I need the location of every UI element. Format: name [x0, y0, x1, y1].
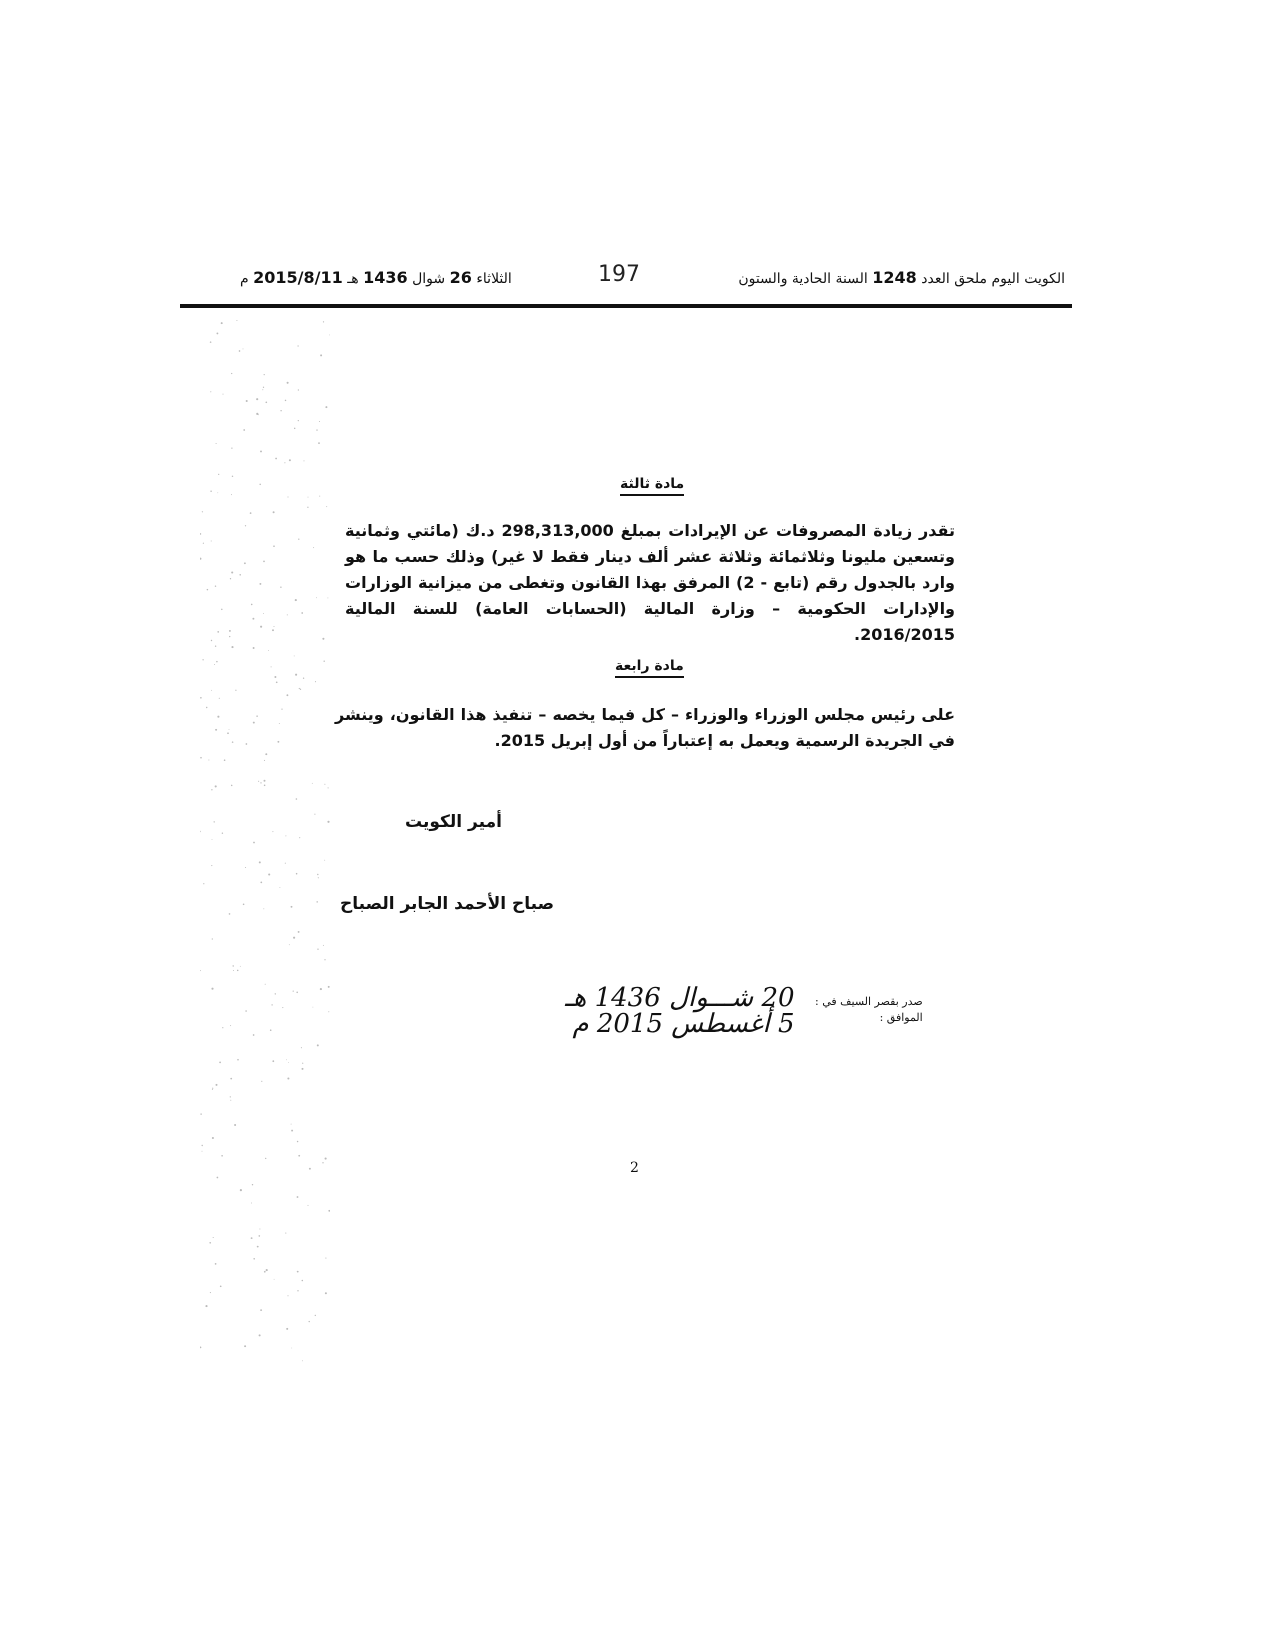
scan-noise-dot	[270, 1029, 272, 1031]
scan-noise-dot	[221, 1155, 223, 1157]
scan-noise-dot	[203, 883, 204, 884]
scan-noise-dot	[229, 729, 230, 730]
scan-noise-dot	[217, 1177, 219, 1179]
scan-noise-dot	[214, 821, 215, 822]
scan-noise-dot	[211, 789, 212, 790]
scan-noise-dot	[291, 1130, 293, 1132]
scan-noise-dot	[291, 1124, 292, 1125]
scan-noise-dot	[251, 1237, 253, 1239]
scan-noise-dot	[231, 646, 233, 648]
scan-noise-dot	[293, 937, 295, 939]
scan-noise-dot	[328, 1210, 330, 1212]
scan-noise-dot	[211, 690, 212, 691]
scan-noise-dot	[229, 630, 231, 632]
scan-noise-dot	[319, 496, 320, 497]
scan-noise-dot	[324, 784, 325, 785]
scan-noise-dot	[268, 873, 270, 875]
scan-noise-dot	[259, 583, 261, 585]
scan-noise-dot	[318, 442, 320, 444]
scan-noise-dot	[279, 887, 280, 888]
scan-noise-dot	[289, 459, 291, 461]
scan-noise-dot	[294, 655, 295, 656]
scan-noise-dot	[200, 533, 201, 535]
article-4-text: على رئيس مجلس الوزراء والوزراء – كل فيما يخصه – تنفيذ هذا القانون، وينشر في الجريدة الرسمية ويعمل به إعتباراً من أول إبريل 2015.	[335, 705, 955, 750]
scan-noise-dot	[302, 1280, 304, 1282]
scan-noise-dot	[323, 945, 324, 946]
scan-noise-dot	[213, 1237, 214, 1238]
scan-noise-dot	[258, 781, 259, 782]
scan-noise-dot	[276, 681, 278, 683]
scan-noise-dot	[205, 1305, 207, 1307]
scan-noise-dot	[237, 1059, 239, 1061]
scan-noise-dot	[289, 944, 290, 945]
scan-noise-dot	[221, 322, 223, 324]
scan-noise-dot	[263, 387, 264, 388]
scan-noise-dot	[253, 1034, 255, 1036]
scan-noise-dot	[324, 959, 325, 960]
scan-noise-dot	[285, 1233, 286, 1234]
scan-noise-dot	[215, 1263, 217, 1265]
scan-noise-dot	[233, 965, 234, 966]
scan-noise-dot	[297, 345, 298, 346]
scan-noise-dot	[312, 1007, 313, 1008]
scan-noise-dot	[227, 732, 229, 734]
scan-noise-dot	[309, 1321, 310, 1322]
scan-noise-dot	[325, 1292, 327, 1294]
header-hijri-month: شوال	[412, 271, 446, 287]
header-day: الثلاثاء	[476, 271, 512, 287]
scan-noise-dot	[217, 492, 218, 493]
scan-noise-dot	[260, 882, 262, 884]
issuance-labels	[815, 994, 923, 1026]
header-publication-suffix: السنة الحادية والستون	[738, 271, 868, 287]
scan-noise-dot	[302, 1063, 303, 1064]
scan-noise-dot	[322, 638, 324, 640]
scan-noise-dot	[212, 1089, 213, 1090]
scan-noise-dot	[207, 589, 209, 591]
scan-noise-dot	[229, 913, 231, 915]
scan-noise-dot	[296, 798, 298, 800]
scan-noise-dot	[298, 1155, 300, 1157]
scan-noise-dot	[212, 1137, 214, 1139]
scan-noise-dot	[232, 476, 233, 477]
signature-title: أمير الكويت	[405, 812, 502, 832]
scan-noise-dot	[208, 760, 209, 761]
scan-noise-dot	[211, 865, 212, 866]
scan-noise-dot	[240, 1189, 242, 1191]
scan-noise-dot	[301, 1047, 302, 1048]
scan-noise-dot	[318, 877, 319, 878]
issuance-label-issued: صدر بقصر السيف في :	[815, 995, 923, 1008]
scan-noise-dot	[243, 904, 245, 906]
scan-noise-dot	[253, 842, 255, 844]
scan-noise-dot	[327, 821, 329, 823]
scan-noise-dot	[299, 688, 300, 689]
scan-noise-dot	[256, 715, 258, 717]
scan-noise-dot	[297, 1271, 299, 1273]
scan-noise-dot	[264, 1271, 266, 1273]
scan-noise-dot	[271, 666, 272, 667]
header-hijri-year: 1436	[363, 268, 408, 287]
scan-noise-dot	[211, 640, 212, 641]
scan-noise-dot	[325, 1158, 327, 1160]
scan-noise-dot	[285, 400, 287, 402]
scan-noise-dot	[259, 484, 260, 485]
header-page-number: 197	[598, 262, 640, 287]
scan-noise-dot	[273, 511, 275, 513]
scan-noise-dot	[234, 1124, 236, 1126]
scan-noise-dot	[287, 496, 288, 497]
scan-noise-dot	[320, 988, 322, 990]
scan-noise-dot	[200, 558, 201, 560]
scan-noise-dot	[286, 694, 288, 696]
scan-noise-dot	[253, 647, 255, 649]
scan-noise-dot	[296, 992, 298, 994]
scan-noise-dot	[237, 970, 239, 972]
scan-noise-dot	[210, 491, 211, 492]
scan-noise-dot	[263, 908, 264, 909]
scan-noise-dot	[202, 659, 203, 660]
scan-noise-dot	[265, 401, 267, 403]
scan-noise-dot	[215, 646, 216, 647]
scan-noise-dot	[302, 1360, 303, 1361]
scan-noise-dot	[301, 612, 303, 614]
scan-noise-dot	[308, 497, 309, 498]
scan-noise-dot	[231, 494, 232, 495]
scan-noise-dot	[293, 991, 294, 992]
scan-noise-dot	[202, 511, 203, 512]
scan-noise-dot	[291, 1348, 292, 1349]
scan-noise-dot	[245, 1010, 247, 1012]
scan-noise-dot	[236, 320, 237, 321]
scan-noise-dot	[216, 443, 217, 444]
scan-noise-dot	[224, 759, 226, 761]
scan-noise-dot	[325, 406, 327, 408]
scan-noise-dot	[284, 462, 285, 463]
scan-noise-dot	[273, 545, 275, 547]
scan-noise-dot	[217, 716, 219, 718]
scan-noise-dot	[266, 1269, 268, 1271]
scan-noise-dot	[324, 860, 325, 861]
scan-noise-dot	[200, 1113, 201, 1114]
scan-noise-dot	[259, 1229, 260, 1230]
scan-noise-dot	[257, 1246, 259, 1248]
scan-noise-dot	[329, 334, 330, 335]
scan-noise-dot	[253, 722, 255, 724]
scan-noise-dot	[239, 350, 241, 352]
scan-noise-dot	[298, 389, 299, 390]
scan-noise-dot	[275, 993, 276, 994]
scan-noise-dot	[281, 708, 282, 709]
scan-noise-dot	[222, 833, 223, 834]
scan-noise-dot	[272, 629, 274, 631]
scan-noise-dot	[273, 626, 274, 627]
scan-noise-dot	[298, 420, 299, 421]
scan-noise-dot	[231, 571, 233, 573]
scan-noise-dot	[316, 597, 317, 598]
scan-noise-dot	[243, 429, 245, 431]
scan-noise-dot	[312, 783, 313, 784]
scan-noise-dot	[243, 348, 244, 349]
scan-noise-dot	[229, 636, 230, 637]
scan-noise-dot	[317, 1044, 319, 1046]
scan-noise-dot	[220, 1285, 222, 1287]
scan-noise-dot	[256, 398, 258, 400]
scan-noise-dot	[217, 631, 219, 633]
scan-noise-dot	[309, 1168, 311, 1170]
scan-noise-dot	[291, 906, 293, 908]
scan-noise-dot	[277, 741, 279, 743]
scan-noise-dot	[252, 1184, 253, 1185]
issuance-dates-handwritten	[565, 985, 795, 1037]
article-3-heading: مادة ثالثة	[620, 476, 684, 496]
scan-noise-dot	[245, 525, 246, 526]
scan-noise-dot	[216, 661, 218, 663]
scan-noise-dot	[317, 874, 318, 875]
scan-noise-dot	[303, 678, 304, 679]
scan-noise-dot	[286, 1328, 288, 1330]
scan-noise-dot	[304, 460, 305, 461]
header-issue-number: 1248	[872, 268, 917, 287]
scan-noise-dot	[295, 599, 297, 601]
scan-noise-dot	[211, 988, 213, 990]
scan-noise-dot	[326, 506, 327, 507]
scan-noise-dot	[215, 785, 217, 787]
scan-noise-dot	[300, 689, 301, 690]
scan-noise-dot	[322, 1162, 323, 1163]
scan-noise-dot	[295, 674, 297, 676]
header-hijri-mark: هـ	[347, 271, 359, 287]
scan-noise-dot	[212, 1088, 213, 1089]
scan-noise-dot	[239, 574, 241, 576]
scan-noise-dot	[209, 1242, 211, 1244]
scan-noise-dot	[297, 1290, 298, 1291]
scan-noise-dot	[280, 410, 281, 411]
scan-noise-dot	[285, 835, 286, 836]
scan-noise-dot	[328, 986, 330, 988]
scan-noise-dot	[200, 697, 202, 699]
scan-noise-dot	[307, 507, 308, 508]
scan-noise-dot	[218, 474, 219, 475]
scan-noise-dot	[212, 839, 213, 840]
scan-noise-dot	[202, 1145, 203, 1146]
scan-noise-dot	[244, 1345, 246, 1347]
scan-noise-dot	[259, 861, 261, 863]
scan-noise-dot	[323, 660, 324, 661]
scan-noise-dot	[230, 1096, 231, 1097]
scan-noise-dot	[264, 780, 266, 782]
scan-noise-dot	[299, 837, 300, 838]
issuance-label-corresponding: الموافق :	[879, 1011, 923, 1024]
scan-noise-dot	[265, 753, 267, 755]
scan-noise-dot	[294, 428, 295, 429]
scan-noise-dot	[275, 458, 277, 460]
scan-noise-dot	[258, 1235, 260, 1237]
scan-noise-dot	[260, 782, 261, 783]
scan-noise-dot	[231, 447, 232, 448]
scan-noise-dot	[211, 541, 212, 542]
scan-noise-dot	[260, 1309, 262, 1311]
footer-page-number: 2	[630, 1160, 639, 1176]
scan-noise-dot	[315, 681, 316, 682]
scan-noise-dot	[200, 831, 201, 832]
scan-noise-dot	[314, 814, 315, 815]
scan-noise-dot	[316, 429, 317, 430]
scan-noise-dot	[264, 760, 265, 761]
scan-noise	[200, 320, 330, 1370]
scan-noise-dot	[206, 707, 207, 708]
scan-noise-dot	[251, 604, 253, 606]
scan-noise-dot	[240, 966, 241, 967]
issuance-hijri-date: 20 شـــوال 1436 هـ	[565, 983, 795, 1013]
scan-noise-dot	[214, 664, 215, 665]
scan-noise-dot	[296, 873, 298, 875]
scan-noise-dot	[282, 1007, 283, 1008]
scan-noise-dot	[250, 512, 252, 514]
scan-noise-dot	[320, 354, 322, 356]
scan-noise-dot	[308, 1205, 309, 1206]
scan-noise-dot	[231, 373, 232, 374]
scan-noise-dot	[231, 785, 233, 787]
scan-noise-dot	[328, 1011, 329, 1012]
scan-noise-dot	[230, 578, 231, 579]
scan-noise-dot	[219, 1062, 221, 1064]
scan-noise-dot	[280, 586, 281, 587]
scan-noise-dot	[286, 1059, 287, 1060]
header-divider	[180, 304, 1072, 308]
scan-noise-dot	[272, 1060, 274, 1062]
scan-noise-dot	[264, 374, 265, 375]
scan-noise-dot	[246, 400, 248, 402]
scan-noise-dot	[230, 1100, 231, 1101]
scan-noise-dot	[313, 547, 314, 548]
signature-name: صباح الأحمد الجابر الصباح	[340, 894, 555, 914]
issuance-gregorian-date: 5 أغسطس 2015 م	[572, 1009, 795, 1039]
scan-noise-dot	[274, 676, 276, 678]
scan-noise-dot	[287, 1077, 289, 1079]
scan-noise-dot	[316, 901, 318, 903]
scan-noise-dot	[200, 1347, 201, 1349]
scan-noise-dot	[245, 867, 246, 868]
scan-noise-dot	[328, 787, 329, 788]
scan-noise-dot	[263, 613, 264, 614]
scan-noise-dot	[264, 785, 266, 787]
scan-noise-dot	[200, 970, 201, 971]
scan-noise-dot	[222, 394, 223, 395]
scan-noise-dot	[235, 690, 236, 691]
scan-noise-dot	[301, 1068, 303, 1070]
header-publication-info	[738, 268, 1065, 287]
scan-noise-dot	[274, 1279, 275, 1280]
scan-noise-dot	[262, 389, 263, 390]
header-gregorian-mark: م	[240, 271, 249, 287]
scan-noise-dot	[271, 1004, 272, 1005]
scan-noise-dot	[215, 585, 216, 586]
scan-noise-dot	[210, 391, 211, 392]
scan-noise-dot	[216, 1084, 218, 1086]
scan-noise-dot	[252, 618, 254, 620]
scan-noise-dot	[232, 741, 234, 743]
scan-noise-dot	[210, 1292, 211, 1293]
scan-noise-dot	[265, 984, 266, 985]
scan-noise-dot	[233, 970, 234, 971]
scan-noise-dot	[215, 729, 217, 731]
scan-noise-dot	[261, 1081, 262, 1082]
article-4-heading: مادة رابعة	[615, 658, 684, 678]
scan-noise-dot	[200, 757, 202, 759]
scan-noise-dot	[325, 1258, 326, 1259]
scan-noise-dot	[315, 1315, 316, 1316]
header-hijri-day: 26	[449, 268, 472, 287]
scan-noise-dot	[202, 1151, 203, 1152]
scan-noise-dot	[219, 698, 220, 699]
scan-noise-dot	[298, 931, 300, 933]
scan-noise-dot	[260, 626, 262, 628]
header-date	[240, 268, 512, 287]
scan-noise-dot	[265, 1158, 266, 1159]
scan-noise-dot	[268, 650, 269, 651]
scan-noise-dot	[297, 1141, 299, 1143]
header-publication-prefix: الكويت اليوم ملحق العدد	[921, 271, 1065, 287]
scan-noise-dot	[212, 938, 213, 939]
scan-noise-dot	[263, 561, 265, 563]
scan-noise-dot	[230, 1078, 232, 1080]
scan-noise-dot	[319, 421, 320, 422]
scan-noise-dot	[244, 562, 246, 564]
scan-noise-dot	[222, 1027, 223, 1028]
scan-noise-dot	[210, 341, 212, 343]
scan-noise-dot	[285, 863, 286, 864]
scan-noise-dot	[251, 1203, 252, 1204]
scan-noise-dot	[287, 382, 289, 384]
scan-noise-dot	[298, 539, 299, 540]
scan-noise-dot	[230, 1025, 231, 1026]
scan-noise-dot	[317, 949, 318, 950]
scan-noise-dot	[221, 609, 222, 610]
scan-noise-dot	[288, 1062, 289, 1063]
scan-noise-dot	[253, 1258, 255, 1260]
scan-noise-dot	[327, 597, 328, 598]
scan-noise-dot	[203, 543, 204, 544]
scan-noise-dot	[287, 614, 288, 615]
header-gregorian-date: 2015/8/11	[253, 268, 343, 287]
scan-noise-dot	[259, 1334, 261, 1336]
scan-noise-dot	[246, 743, 248, 745]
scan-noise-dot	[323, 321, 324, 322]
scan-noise-dot	[287, 1295, 288, 1296]
scan-noise-dot	[279, 723, 280, 724]
scan-noise-dot	[256, 413, 258, 415]
scan-noise-dot	[297, 1196, 299, 1198]
scan-noise-dot	[272, 831, 273, 832]
article-3-text: تقدر زيادة المصروفات عن الإيرادات بمبلغ 298,313,000 د.ك (مائتي وثمانية وتسعين مليونا وثلاثمائة وثلاثة عشر ألف دينار فقط لا غير) وذلك حسب ما هو وارد بالجدول رقم (تابع - 2) المرفق بهذا القانون وتغطى من ميزانية الوزارات والإدارات الحكومية – وزارة المالية (الحسابات العامة) للسنة المالية 2016/2015.	[345, 521, 956, 644]
scan-noise-dot	[260, 450, 262, 452]
scan-noise-dot	[216, 332, 218, 334]
